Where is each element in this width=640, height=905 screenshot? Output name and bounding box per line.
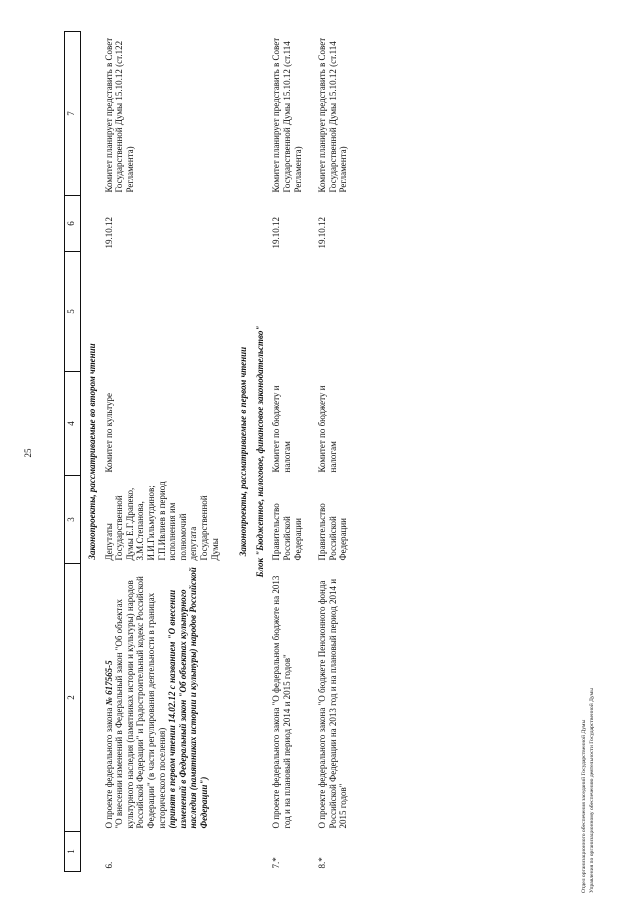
consideration-date: 19.10.12 [317, 217, 328, 249]
block-heading: Блок "Бюджетное, налоговое, финансовое законодательство" [254, 325, 265, 578]
column-5-cell [102, 252, 223, 372]
row-number: 8.* [317, 857, 328, 869]
column-5-cell [315, 252, 351, 372]
bill-number: № 617565-5 [103, 660, 114, 706]
bill-remark: Комитет планирует представить в Совет Государственной Думы 15.10.12 (ст.114 Регламента) [317, 37, 349, 193]
column-5-cell [269, 252, 305, 372]
column-header-2: 2 [65, 564, 81, 832]
table-row [315, 32, 351, 872]
column-header-5: 5 [65, 252, 81, 372]
column-header-6: 6 [65, 196, 81, 252]
consideration-date: 19.10.12 [103, 217, 114, 249]
bill-remark: Комитет планирует представить в Совет Государственной Думы 15.10.12 (ст.122 Регламента) [103, 37, 135, 193]
bill-title-lead: О проекте федерального закона [103, 705, 114, 829]
column-header-3: 3 [65, 476, 81, 564]
bill-author: Правительство Российской Федерации [317, 503, 349, 561]
responsible-committee: Комитет по культуре [103, 393, 114, 473]
column-header-1: 1 [65, 832, 81, 872]
agenda-table [64, 31, 351, 872]
footer-line-2: Управления по организационному обеспечению деятельности Государственной Думы [589, 688, 595, 893]
table-row [269, 32, 305, 872]
column-header-4: 4 [65, 372, 81, 476]
row-number: 7.* [271, 857, 282, 869]
bill-remark: Комитет планирует представить в Совет Государственной Думы 15.10.12 (ст.114 Регламента) [271, 37, 303, 193]
footer-line-1: Отдел организационного обеспечения заседаний Государственной Думы [581, 719, 587, 893]
page-number: 25 [23, 448, 33, 458]
row-number: 6. [103, 861, 114, 869]
section-heading-second-reading: Законопроекты, рассматриваемые во втором чтении [87, 343, 97, 560]
table-row [102, 32, 223, 872]
bill-title-body: "О внесении изменений в Федеральный закон "Об объектах культурного наследия (памятниках истории и культуры) народов Российской Федерации" и Градостроительный кодекс Российской Федерации" (в части регулирования деятельности в границах исторического поселения) [114, 576, 167, 829]
bill-title: О проекте федерального закона "О федеральном бюджете на 2013 год и на плановый период 2014 и 2015 годов" [271, 575, 292, 829]
bill-author: Правительство Российской Федерации [271, 503, 303, 561]
bill-author: Депутаты Государственной Думы Е.Г.Драпеко, З.М.Степанова, И.И.Гильмутдинов; Г.П.Ивлиев в период исполнения им полномочий депутата Государственной Думы [103, 481, 220, 561]
bill-title: О проекте федерального закона "О бюджете Пенсионного фонда Российской Федерации на 2013 год и на плановый период 2014 и 2015 годов" [317, 578, 349, 829]
bill-title [102, 564, 223, 832]
responsible-committee: Комитет по бюджету и налогам [317, 385, 338, 473]
bill-first-reading-note: (принят в первом чтении 14.02.12 с названием "О внесении изменений в Федеральный закон "Об объектах культурного наследия (памятниках истории и культуры) народов Российской Федерации") [167, 567, 209, 829]
section-heading-first-reading: Законопроекты, рассматриваемые в первом чтении [238, 346, 249, 557]
footer-note [580, 553, 620, 893]
column-header-7: 7 [65, 32, 81, 196]
consideration-date: 19.10.12 [271, 217, 282, 249]
responsible-committee: Комитет по бюджету и налогам [271, 385, 292, 473]
header-row [65, 32, 81, 872]
rotated-page [64, 32, 634, 872]
